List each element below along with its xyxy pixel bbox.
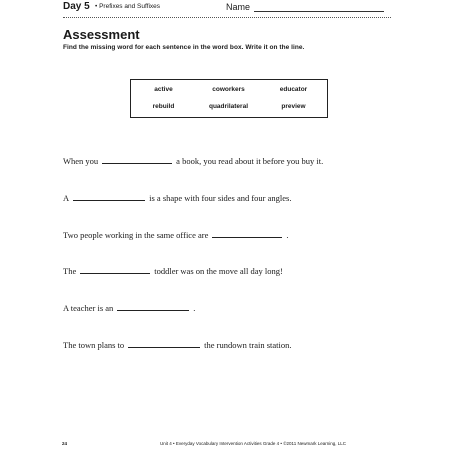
- instructions: Find the missing word for each sentence in the word box. Write it on the line.: [63, 44, 305, 51]
- word-box-item: rebuild: [152, 103, 175, 110]
- sentence-4: [63, 264, 283, 276]
- sentence-6: [63, 338, 292, 350]
- sentence-1: [63, 154, 323, 166]
- topic-label: • Prefixes and Suffixes: [95, 3, 161, 10]
- word-box-item: preview: [281, 103, 306, 110]
- sentence-text-before: The town plans to: [63, 340, 125, 350]
- worksheet-header: [63, 1, 393, 15]
- sentence-2: [63, 191, 291, 203]
- dotted-divider: [63, 17, 391, 18]
- sentence-3: [63, 228, 288, 240]
- answer-blank[interactable]: [212, 228, 282, 238]
- page-number: 24: [62, 441, 68, 446]
- name-label: Name: [226, 2, 251, 12]
- sentence-text-after: is a shape with four sides and four angles.: [149, 193, 292, 203]
- word-box-item: coworkers: [212, 86, 245, 93]
- page-title: Assessment: [63, 27, 140, 42]
- sentence-text-after: .: [286, 230, 289, 240]
- sentence-5: [63, 301, 195, 313]
- sentence-text-after: a book, you read about it before you buy it.: [176, 156, 324, 166]
- footer-credit: Unit 4 • Everyday Vocabulary Intervention Activities Grade 4 • ©2011 Newmark Learning, LLC: [160, 441, 346, 446]
- sentence-text-after: toddler was on the move all day long!: [154, 266, 283, 276]
- name-line[interactable]: [254, 11, 384, 12]
- word-box-item: educator: [279, 86, 308, 93]
- answer-blank[interactable]: [73, 191, 145, 201]
- answer-blank[interactable]: [80, 264, 150, 274]
- word-box-item: active: [154, 86, 173, 93]
- word-box: [130, 79, 328, 118]
- answer-blank[interactable]: [102, 154, 172, 164]
- sentence-text-before: A teacher is an: [63, 303, 114, 313]
- sentence-text-after: .: [193, 303, 196, 313]
- answer-blank[interactable]: [128, 338, 200, 348]
- sentence-text-before: Two people working in the same office are: [63, 230, 209, 240]
- sentence-text-after: the rundown train station.: [204, 340, 292, 350]
- day-label: Day 5: [63, 1, 90, 12]
- sentence-text-before: The: [63, 266, 77, 276]
- word-box-item: quadrilateral: [208, 103, 248, 110]
- sentence-text-before: When you: [63, 156, 99, 166]
- sentence-text-before: A: [63, 193, 70, 203]
- answer-blank[interactable]: [117, 301, 189, 311]
